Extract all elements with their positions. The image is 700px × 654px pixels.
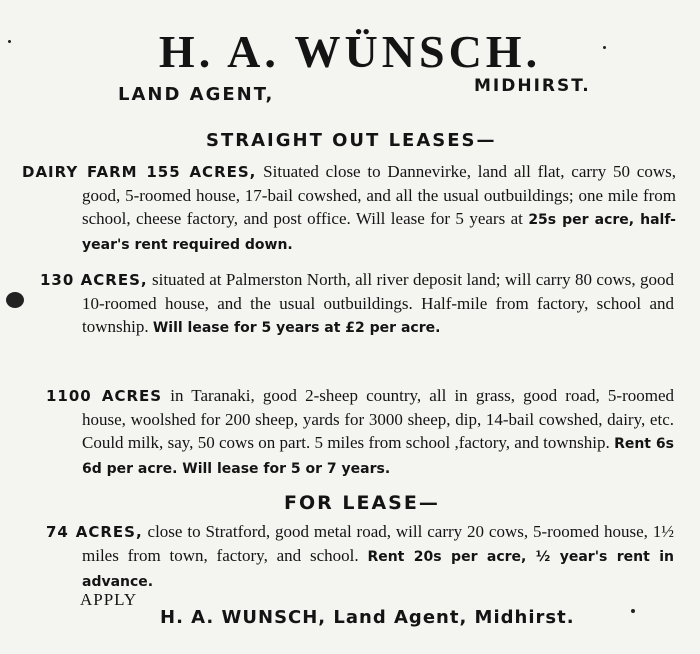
listing-lead: DAIRY FARM 155 ACRES, bbox=[22, 163, 257, 181]
listing-body: Situated close to Dannevirke, land all flat, carry 50 cows, good, 5-roomed house, 17-bail cowshed, and all the usual outbuildings; one mile from school, cheese factory, and post office. Will lease for 5 years at bbox=[82, 162, 676, 228]
ink-speck bbox=[8, 40, 11, 43]
listing-74-acres bbox=[46, 520, 674, 594]
listing-lead: 130 ACRES, bbox=[40, 271, 148, 289]
agent-location: MIDHIRST. bbox=[474, 76, 591, 96]
listing-dairy-farm bbox=[22, 160, 676, 257]
listing-terms: Rent 6s 6d per acre. Will lease for 5 or 7 years. bbox=[82, 436, 674, 477]
listing-body: close to Stratford, good metal road, will carry 20 cows, 5-roomed house, 1½ miles from town, factory, and school. bbox=[82, 522, 674, 565]
section-heading-for-lease: FOR LEASE— bbox=[284, 492, 440, 514]
listing-terms: Rent 20s per acre, ½ year's rent in advance. bbox=[82, 549, 674, 590]
listing-130-acres bbox=[40, 268, 674, 340]
listing-terms: 25s per acre, half-year's rent required down. bbox=[82, 212, 676, 253]
agent-name-title: H. A. WÜNSCH. bbox=[158, 26, 542, 77]
section-heading-straight-out-leases: STRAIGHT OUT LEASES— bbox=[206, 130, 497, 151]
apply-label: APPLY bbox=[80, 590, 138, 609]
agent-role: LAND AGENT, bbox=[118, 84, 275, 105]
listing-lead: 74 ACRES, bbox=[46, 523, 143, 541]
listing-terms: Will lease for 5 years at £2 per acre. bbox=[152, 320, 441, 336]
agent-signature-line: H. A. WUNSCH, Land Agent, Midhirst. bbox=[160, 607, 575, 628]
ink-speck bbox=[631, 609, 635, 613]
listing-body: in Taranaki, good 2-sheep country, all in grass, good road, 5-roomed house, woolshed for 200 sheep, yards for 3000 sheep, dip, 14-bail cowshed, dairy, etc. Could milk, say, 50 cows on part. 5 miles from school ,factory, and township. bbox=[82, 386, 675, 452]
listing-1100-acres bbox=[46, 384, 675, 481]
ink-blot bbox=[6, 292, 24, 308]
listing-lead: 1100 ACRES bbox=[46, 387, 163, 405]
ink-speck bbox=[603, 46, 606, 49]
listing-body: situated at Palmerston North, all river deposit land; will carry 80 cows, good 10-roomed house, and the usual outbuildings. Half-mile from factory, school and township. bbox=[82, 270, 674, 336]
